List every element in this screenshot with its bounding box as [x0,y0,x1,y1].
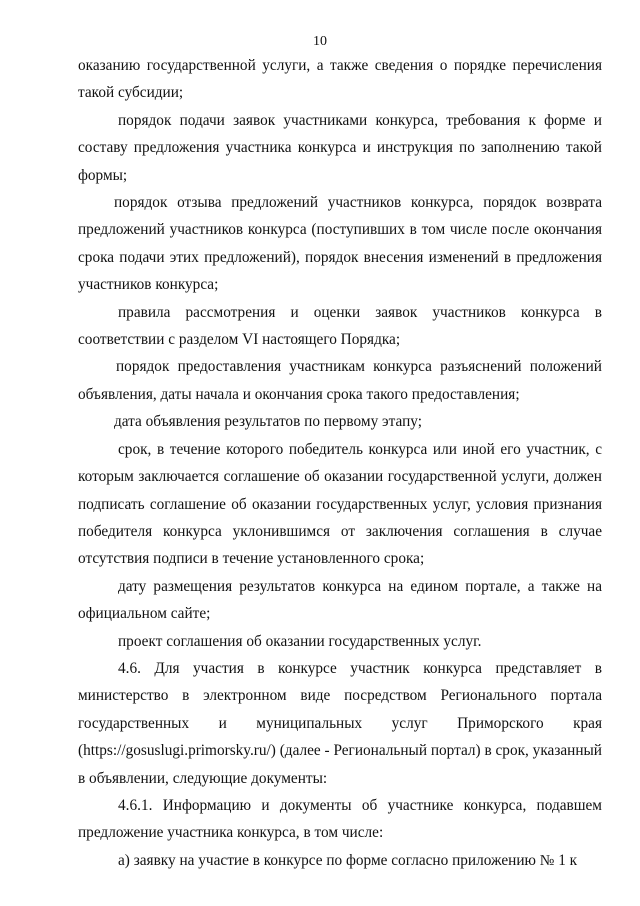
paragraph-results-date: дата объявления результатов по первому этапу; [114,413,422,431]
paragraph-publication-date: дату размещения результатов конкурса на едином портале, а также на официальном сайте; [78,577,602,623]
page-number: 10 [313,34,327,49]
paragraph-clarifications: порядок предоставления участникам конкурса разъяснений положений объявления, даты начала и окончания срока такого предоставления; [78,358,602,403]
paragraph-signing-deadline: срок, в течение которого победитель конкурса или иной его участник, с которым заключается соглашение об оказании государственной услуги, должен подписать соглашение об оказании государственных услуг, условия признания победителя конкурса уклонившимся от заключения соглашения в случае отсутствия подписи в течение установленного срока; [78,440,602,568]
paragraph-application-procedure: порядок подачи заявок участниками конкурса, требования к форме и составу предложения участника конкурса и инструкция по заполнению такой формы; [78,111,602,184]
paragraph-item-a: а) заявку на участие в конкурсе по форме согласно приложению № 1 к [118,851,578,869]
paragraph-section-4-6: 4.6. Для участия в конкурсе участник конкурса представляет в министерство в электронном виде посредством Регионального портала государственных и муниципальных услуг Приморского края (https://gosuslugi.primorsky.ru/) (далее - Региональный портал) в срок, указанный в объявлении, следующие документы: [78,659,602,787]
paragraph-subsidy-transfer: оказанию государственной услуги, а также сведения о порядке перечисления такой субсидии; [78,57,602,102]
paragraph-draft-agreement: проект соглашения об оказании государственных услуг. [118,632,482,650]
paragraph-evaluation-rules: правила рассмотрения и оценки заявок участников конкурса в соответствии с разделом VI настоящего Порядка; [78,303,602,349]
paragraph-withdrawal-procedure: порядок отзыва предложений участников конкурса, порядок возврата предложений участников конкурса (поступивших в том числе после окончания срока подачи этих предложений), порядок внесения изменений в предложения участников конкурса; [78,194,602,294]
paragraph-section-4-6-1: 4.6.1. Информацию и документы об участнике конкурса, подавшем предложение участника конкурса, в том числе: [78,796,602,842]
document-body [78,52,602,874]
